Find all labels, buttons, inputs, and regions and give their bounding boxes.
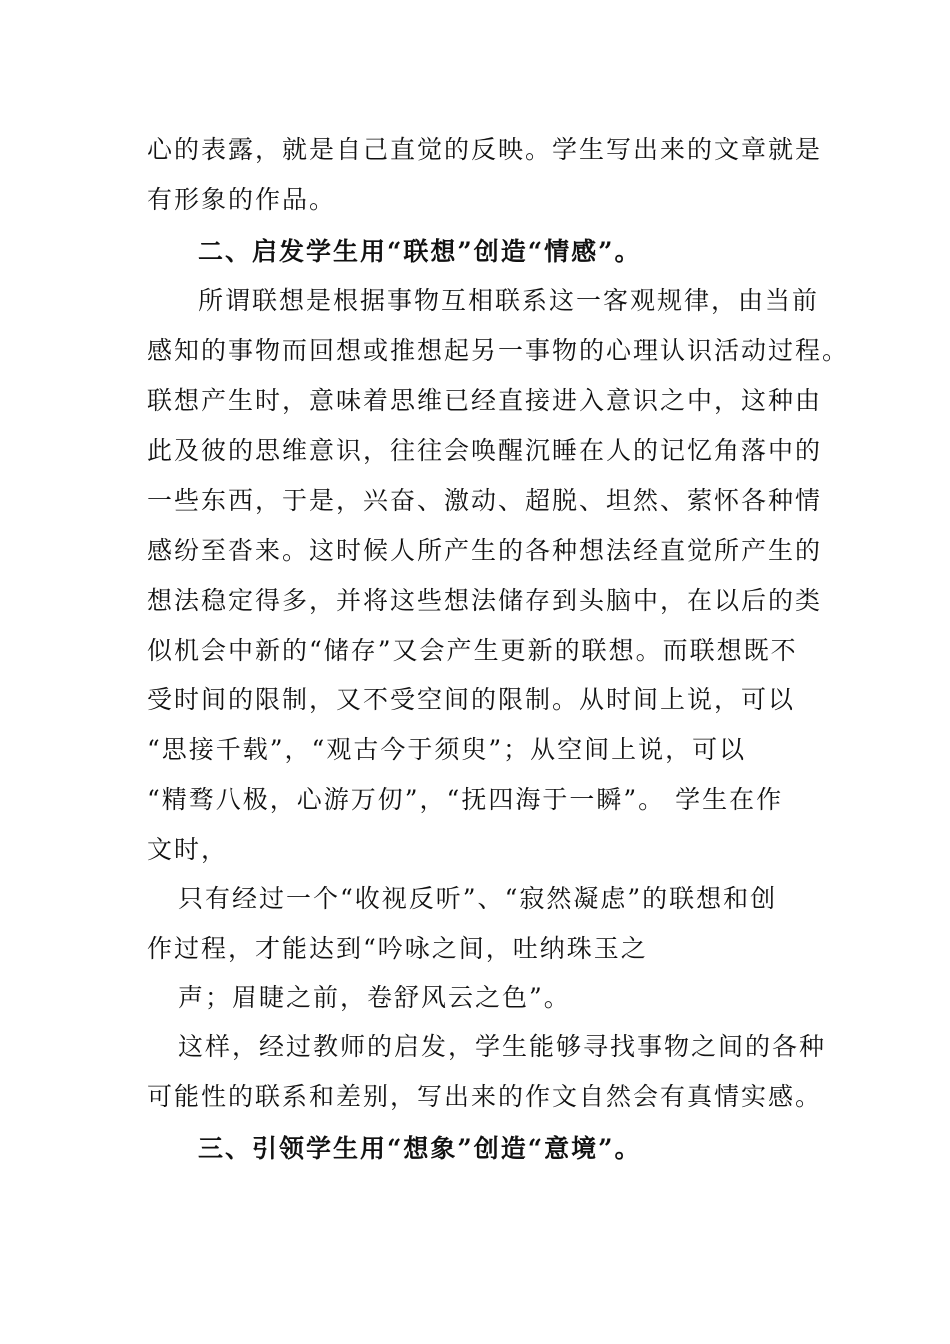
paragraph-line: 这样，经过教师的启发，学生能够寻找事物之间的各种 — [178, 1032, 827, 1061]
paragraph-line: 可能性的联系和差别，写出来的作文自然会有真情实感。 — [147, 1082, 823, 1111]
paragraph-line: 只有经过一个“收视反听”、“寂然凝虑”的联想和创 — [178, 884, 778, 913]
paragraph-line: 一些东西，于是，兴奋、激动、超脱、坦然、萦怀各种情 — [147, 486, 823, 515]
paragraph-line: 声；眉睫之前，卷舒风云之色”。 — [178, 983, 571, 1012]
paragraph-line: “思接千载”，“观古今于须臾”；从空间上说，可以 — [147, 735, 747, 764]
paragraph-line: 似机会中新的“储存”又会产生更新的联想。而联想既不 — [147, 636, 798, 665]
paragraph-line: 受时间的限制，又不受空间的限制。从时间上说，可以 — [147, 685, 796, 714]
paragraph-line: “精骛八极，心游万仞”，“抚四海于一瞬”。 学生在作 — [147, 785, 784, 814]
paragraph-line: 此及彼的思维意识，往往会唤醒沉睡在人的记忆角落中的 — [147, 436, 823, 465]
section-heading: 三、引领学生用“想象”创造“意境”。 — [198, 1134, 642, 1163]
paragraph-line: 所谓联想是根据事物互相联系这一客观规律，由当前 — [198, 286, 820, 315]
paragraph-line: 文时， — [147, 835, 229, 864]
paragraph-line: 作过程，才能达到“吟咏之间，吐纳珠玉之 — [147, 934, 648, 963]
section-heading: 二、启发学生用“联想”创造“情感”。 — [198, 237, 642, 266]
paragraph-line: 有形象的作品。 — [147, 185, 337, 214]
paragraph-line: 感纷至沓来。这时候人所产生的各种想法经直觉所产生的 — [147, 536, 823, 565]
paragraph-line: 联想产生时，意味着思维已经直接进入意识之中，这种由 — [147, 386, 823, 415]
paragraph-line: 想法稳定得多，并将这些想法储存到头脑中，在以后的类 — [147, 586, 823, 615]
paragraph-line: 心的表露，就是自己直觉的反映。学生写出来的文章就是 — [147, 135, 823, 164]
paragraph-line: 感知的事物而回想或推想起另一事物的心理认识活动过程。 — [147, 336, 850, 365]
